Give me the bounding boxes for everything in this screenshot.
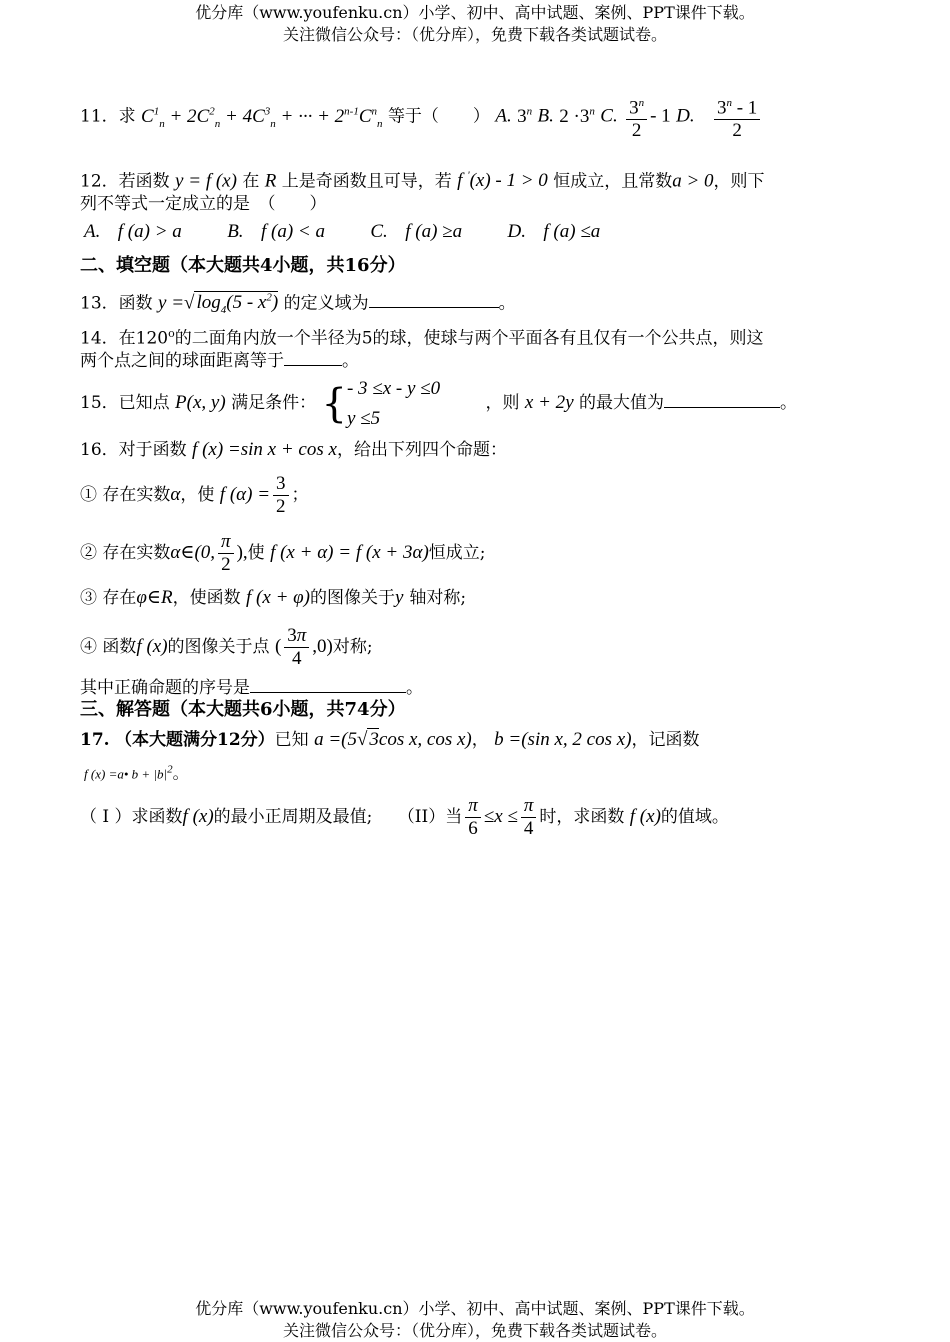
question-15: 15．已知点 P(x, y) 满足条件： { - 3 ≤x - y ≤0 y ≤5 ，则 x + 2y 的最大值为 。: [80, 377, 798, 429]
header-line-1: 优分库（www.youfenku.cn）小学、初中、高中试题、案例、PPT课件下载。: [195, 3, 755, 22]
question-16: 16．对于函数 f (x) =sin x + cos x，给出下列四个命题：: [80, 439, 507, 460]
page-footer: [0, 1298, 950, 1342]
page-header: [0, 2, 950, 46]
proposition-1: ① 存在实数α，使 f (α) = $\frac{3}{2}$ ；: [80, 473, 309, 517]
answer-blank[interactable]: [664, 389, 780, 408]
q11-expression: $C^1_n + 2C^2_n + 4C^3_n$ + ··· + $2^{n-1}C^n_n$: [141, 105, 383, 130]
question-14: 14．在120$^o$的二面角内放一个半径为5的球，使球与两个平面各有且仅有一个公共点，则这: [80, 327, 764, 349]
question-16-answer-line: 其中正确命题的序号是 。: [80, 674, 860, 700]
answer-blank[interactable]: [250, 674, 406, 693]
header-line-2: 关注微信公众号：（优分库），免费下载各类试题试卷。: [282, 25, 667, 44]
section-2-heading: 二、填空题（本大题共4小题，共16分）: [80, 255, 406, 276]
proposition-2: ② 存在实数α∈(0, $\frac{\pi}{2}$ ),使 f (x + α) = f (x + 3α)恒成立;: [80, 531, 486, 575]
question-13: 13．函数 y =√ $\log_4(5 - x^2)$ 的定义域为 。: [80, 286, 860, 322]
question-12-options: A. f (a) > a B. f (a) < a C. f (a) ≥a D. f (a) ≤a: [84, 221, 601, 242]
answer-blank[interactable]: [284, 347, 342, 366]
proposition-4: ④ 函数f (x)的图像关于点 ( $\frac{3\pi}{4}$ ,0)对称;: [80, 625, 373, 669]
question-17-function: f (x) =a• $b + |b|^2$。: [84, 763, 189, 783]
footer-line-1: 优分库（www.youfenku.cn）小学、初中、高中试题、案例、PPT课件下载。: [195, 1299, 755, 1318]
section-3-heading: 三、解答题（本大题共6小题，共74分）: [80, 699, 406, 720]
question-14-line-2: 两个点之间的球面距离等于 。: [80, 347, 860, 373]
question-12-line-2: 列不等式一定成立的是 （ ）: [80, 194, 327, 214]
question-12: 12．若函数 y = f (x) 在 R 上是奇函数且可导，若 f '(x) - 1 > 0 恒成立，且常数a > 0，则下: [80, 170, 765, 192]
answer-blank[interactable]: [369, 289, 499, 308]
question-17-parts: （ I ）求函数f (x)的最小正周期及最值; （II）当 $\frac{\pi}{6}$ ≤x ≤ $\frac{\pi}{4}$ 时，求函数 f (x)的值域。: [80, 795, 729, 839]
question-11: 11．求 $C^1_n + 2C^2_n + 4C^3_n$ + ··· + $2^{n-1}C^n_n$ 等于（ ） A. 3$^n$ B. $2 \cdot 3^n$ C. $\frac{3^n}{2}$ - 1 D. $\frac{3^n - 1}{2}$: [80, 92, 860, 142]
footer-line-2: 关注微信公众号：（优分库），免费下载各类试题试卷。: [282, 1321, 667, 1340]
proposition-3: ③ 存在φ∈R，使函数 f (x + φ)的图像关于y 轴对称;: [80, 587, 467, 608]
question-17: 17. （本大题满分12分）已知 a =(5√ 3cos x, cos x)， b =(sin x, 2 cos x)，记函数: [80, 729, 700, 750]
